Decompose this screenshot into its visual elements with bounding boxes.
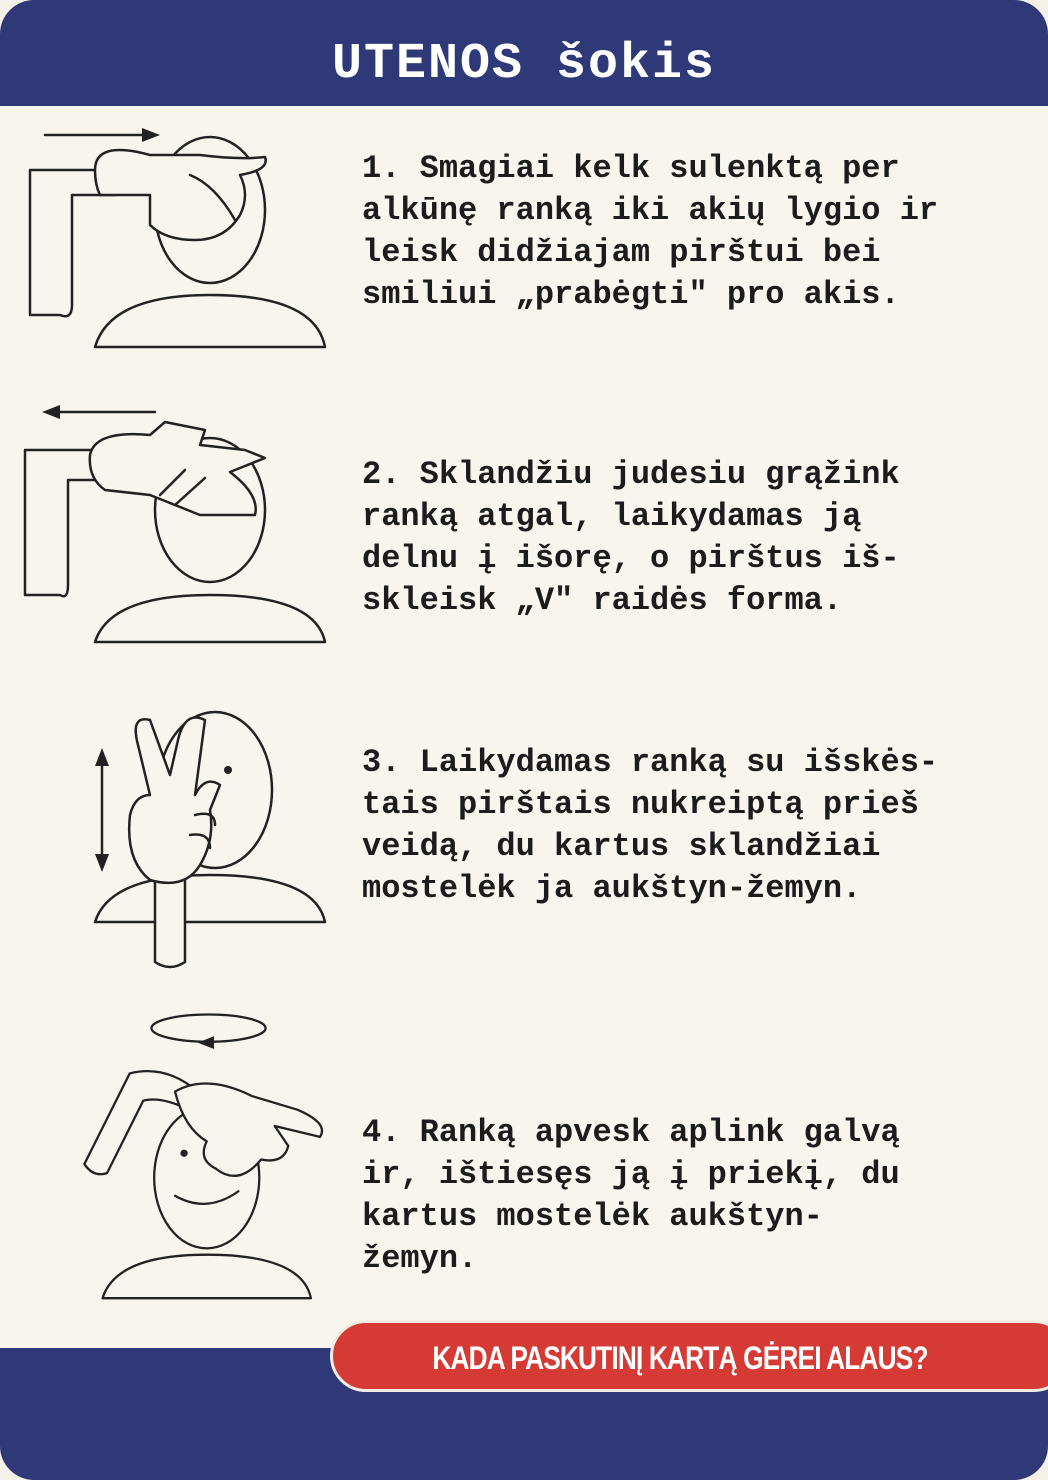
step-2-text (362, 454, 1042, 622)
step-line: 3. Laikydamas ranką su išskės- (362, 744, 939, 781)
step-1-figure (0, 115, 350, 405)
step-3-figure (0, 700, 350, 990)
step-3-text (362, 742, 1042, 910)
step-1-illustration (0, 115, 350, 405)
step-line: 4. Ranką apvesk aplink galvą (362, 1114, 900, 1151)
step-1-text (362, 148, 1042, 316)
step-4-figure (0, 1010, 350, 1300)
step-line: ir, ištiesęs ją į priekį, du (362, 1156, 900, 1193)
step-line: ranką atgal, laikydamas ją (362, 498, 862, 535)
step-line: smiliui „prabėgti" pro akis. (362, 276, 900, 313)
arrow-up-down-icon (95, 748, 109, 872)
arrow-right-icon (45, 128, 160, 142)
step-3-illustration (0, 700, 350, 990)
step-line: tais pirštais nukreiptą prieš (362, 786, 919, 823)
step-line: delnu į išorę, o pirštus iš- (362, 540, 900, 577)
step-4-text (362, 1112, 1042, 1280)
circular-arrow-icon (151, 1015, 265, 1049)
step-line: leisk didžiajam pirštui bei (362, 234, 881, 271)
step-line: veidą, du kartus sklandžiai (362, 828, 881, 865)
step-line: alkūnę ranką iki akių lygio ir (362, 192, 939, 229)
step-2-figure (0, 400, 350, 690)
step-line: kartus mostelėk aukštyn- (362, 1198, 823, 1235)
step-line: žemyn. (362, 1240, 478, 1277)
slogan-text: KADA PASKUTINĮ KARTĄ GĖREI ALAUS? (432, 1340, 928, 1376)
page-title: UTENOS šokis (331, 36, 717, 93)
arrow-left-icon (42, 405, 155, 419)
step-4-illustration (0, 1010, 350, 1300)
step-line: 1. Smagiai kelk sulenktą per (362, 150, 900, 187)
step-line: skleisk „V" raidės forma. (362, 582, 843, 619)
step-line: mostelėk ja aukštyn-žemyn. (362, 870, 862, 907)
step-2-illustration (0, 400, 350, 690)
step-line: 2. Sklandžiu judesiu grąžink (362, 456, 900, 493)
